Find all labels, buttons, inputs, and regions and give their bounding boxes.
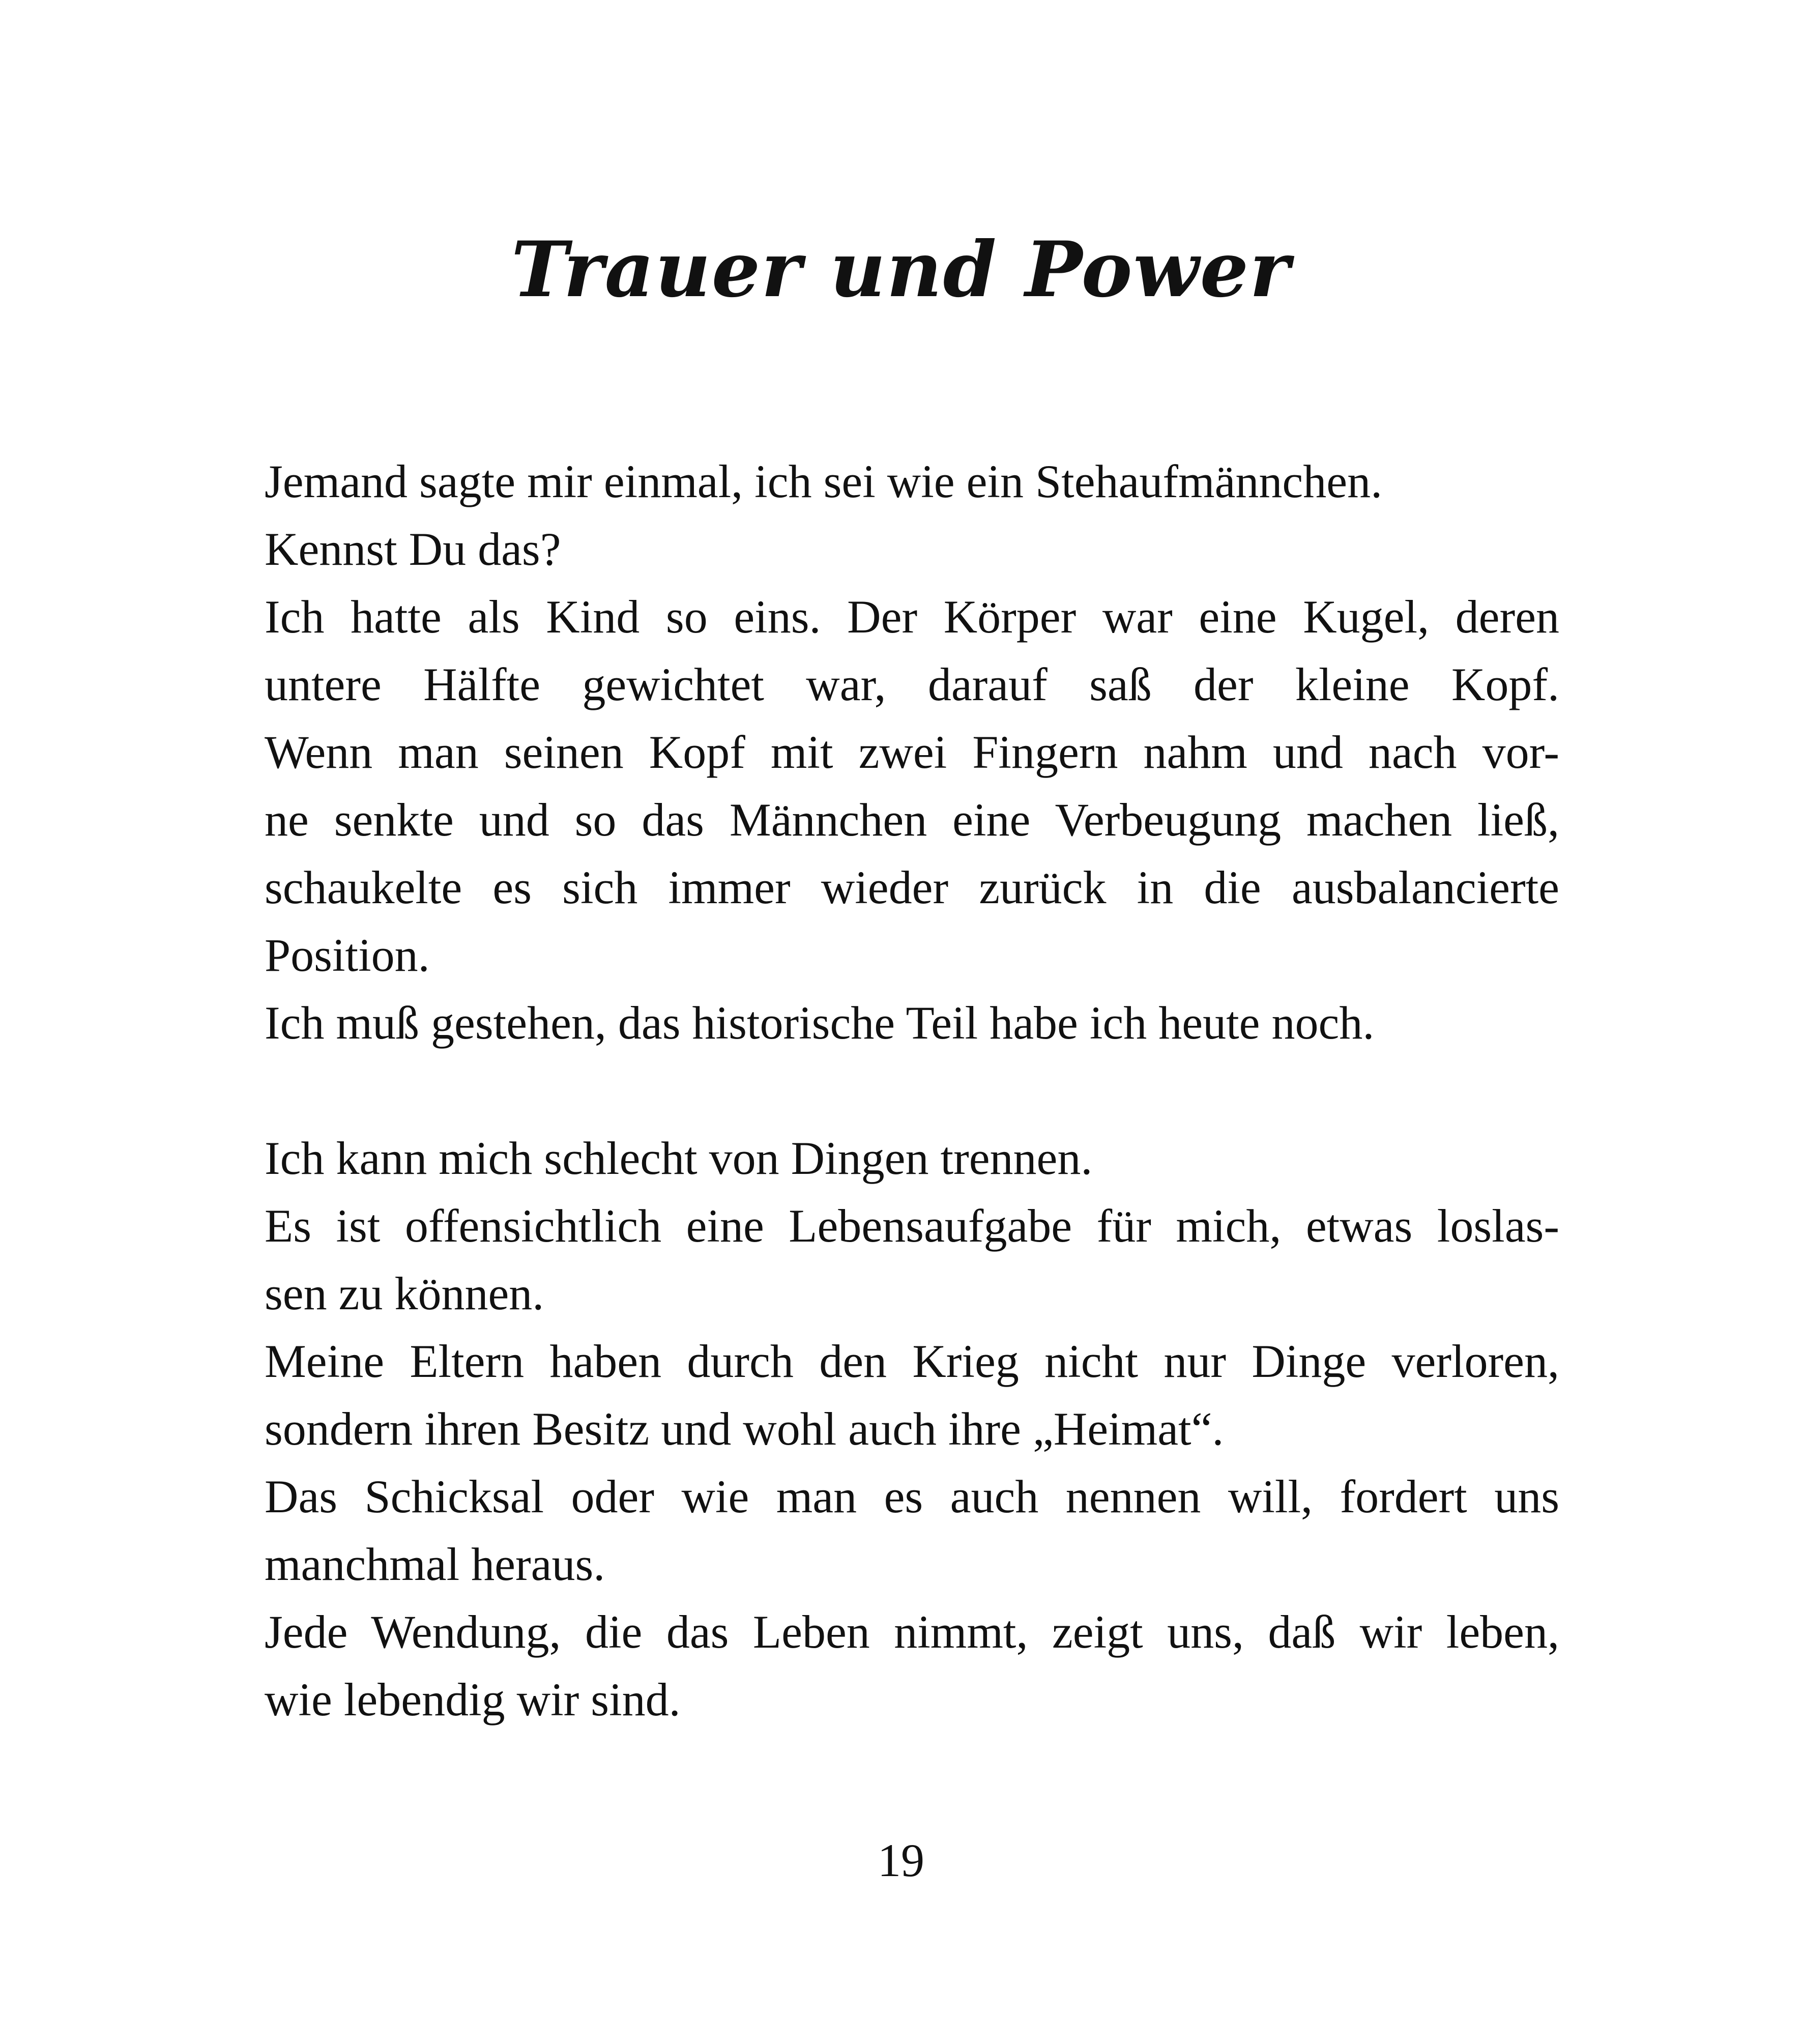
text-line: Ich muß gestehen, das historische Teil habe ich heute noch.: [265, 997, 1375, 1049]
text-line: Das Schicksal oder wie man es auch nennen will, fordert uns: [265, 1471, 1559, 1522]
text-line: Ich hatte als Kind so eins. Der Körper war eine Kugel, deren: [265, 591, 1559, 643]
body-text: [265, 448, 1559, 1734]
text-line: Wenn man seinen Kopf mit zwei Fingern nahm und nach vor-: [265, 726, 1559, 778]
text-line: Ich kann mich schlecht von Dingen trennen.: [265, 1132, 1093, 1184]
page-number: 19: [878, 1834, 924, 1886]
text-line: sondern ihren Besitz und wohl auch ihre „Heimat“.: [265, 1403, 1224, 1455]
text-line: untere Hälfte gewichtet war, darauf saß der kleine Kopf.: [265, 658, 1559, 710]
text-line: manchmal heraus.: [265, 1538, 605, 1590]
text-line: schaukelte es sich immer wieder zurück in die ausbalancierte: [265, 861, 1559, 913]
text-line: Jemand sagte mir einmal, ich sei wie ein Stehaufmännchen.: [265, 455, 1383, 507]
text-line: sen zu können.: [265, 1268, 544, 1319]
text-line: Jede Wendung, die das Leben nimmt, zeigt uns, daß wir leben,: [265, 1606, 1559, 1658]
text-line: wie lebendig wir sind.: [265, 1674, 681, 1725]
chapter-title: Trauer und Power: [511, 225, 1291, 314]
text-line: Position.: [265, 929, 430, 981]
text-line: Es ist offensichtlich eine Lebensaufgabe für mich, etwas loslas-: [265, 1200, 1559, 1252]
paragraph-gap: [265, 1057, 1559, 1125]
text-line: ne senkte und so das Männchen eine Verbeugung machen ließ,: [265, 794, 1559, 846]
text-line: Kennst Du das?: [265, 523, 561, 575]
text-line: Meine Eltern haben durch den Krieg nicht nur Dinge verloren,: [265, 1335, 1559, 1387]
